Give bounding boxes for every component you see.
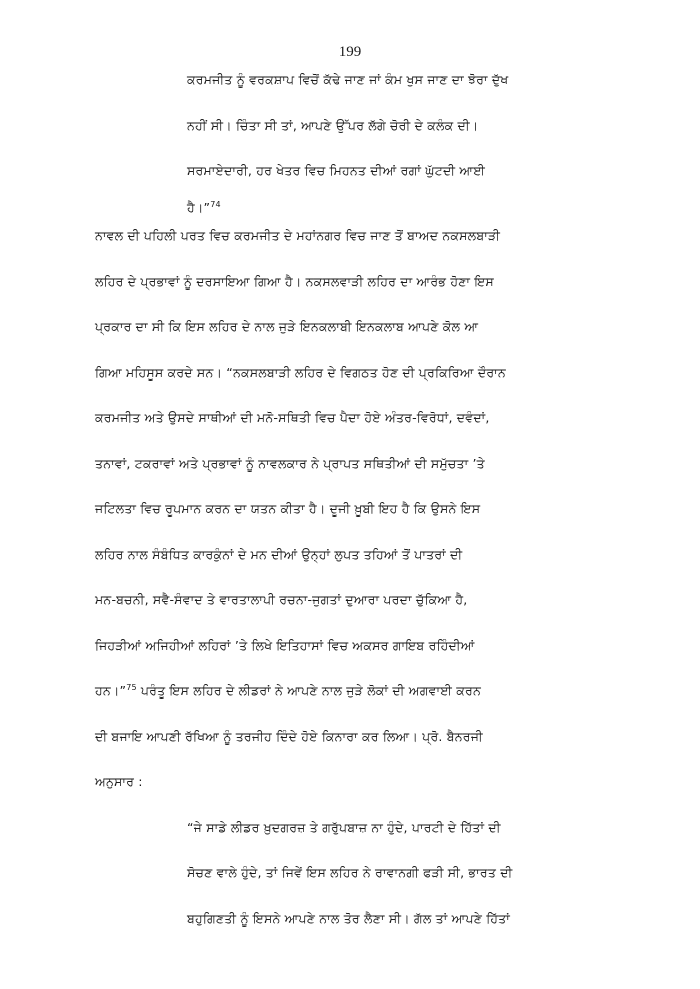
paragraph-line: ਅਨੁਸਾਰ :: [95, 774, 143, 789]
paragraph-line: ਮਨ-ਬਚਨੀ, ਸਵੈ-ਸੰਵਾਦ ਤੇ ਵਾਰਤਾਲਾਪੀ ਰਚਨਾ-ਜੁਗਤਾਂ ਦੁਆਰਾ ਪਰਦਾ ਚੁੱਕਿਆ ਹੈ,: [95, 592, 468, 607]
paragraph-line: ਲਹਿਰ ਨਾਲ ਸੰਬੰਧਿਤ ਕਾਰਕੁੰਨਾਂ ਦੇ ਮਨ ਦੀਆਂ ਉਨ੍ਹਾਂ ਲੁਪਤ ਤਹਿਆਂ ਤੋਂ ਪਾਤਰਾਂ ਦੀ: [95, 547, 463, 562]
paragraph-line: ਦੀ ਬਜਾਇ ਆਪਣੀ ਰੱਖਿਆ ਨੂੰ ਤਰਜੀਹ ਦਿੰਦੇ ਹੋਏ ਕਿਨਾਰਾ ਕਰ ਲਿਆ। ਪ੍ਰੋ. ਬੈਨਰਜੀ: [95, 729, 483, 744]
paragraph-line: ਪ੍ਰਕਾਰ ਦਾ ਸੀ ਕਿ ਇਸ ਲਹਿਰ ਦੇ ਨਾਲ ਜੁੜੇ ਇਨਕਲਾਬੀ ਇਨਕਲਾਬ ਆਪਣੇ ਕੋਲ ਆ: [95, 319, 479, 334]
quote-line: ਬਹੁਗਿਣਤੀ ਨੂੰ ਇਸਨੇ ਆਪਣੇ ਨਾਲ ਤੋਰ ਲੈਣਾ ਸੀ। ਗੱਲ ਤਾਂ ਆਪਣੇ ਹਿੱਤਾਂ: [187, 911, 510, 926]
footnote-ref: 75: [126, 682, 137, 692]
paragraph-text: ਹਨ।”: [95, 683, 127, 698]
footnote-ref: 74: [210, 199, 221, 209]
paragraph-text: ਪਰੰਤੂ ਇਸ ਲਹਿਰ ਦੇ ਲੀਡਰਾਂ ਨੇ ਆਪਣੇ ਨਾਲ ਜੁੜੇ ਲੋਕਾਂ ਦੀ ਅਗਵਾਈ ਕਰਨ: [136, 683, 481, 698]
quote-line-last: [187, 200, 221, 216]
quote-line: ਸੋਚਣ ਵਾਲੇ ਹੁੰਦੇ, ਤਾਂ ਜਿਵੇਂ ਇਸ ਲਹਿਰ ਨੇ ਰਾਵਾਨਗੀ ਫੜੀ ਸੀ, ਭਾਰਤ ਦੀ: [187, 865, 513, 880]
page-number: 199: [338, 44, 362, 60]
paragraph-line: ਤਨਾਵਾਂ, ਟਕਰਾਵਾਂ ਅਤੇ ਪ੍ਰਭਾਵਾਂ ਨੂੰ ਨਾਵਲਕਾਰ ਨੇ ਪ੍ਰਾਪਤ ਸਥਿਤੀਆਂ ਦੀ ਸਮੁੱਚਤਾ ’ਤੇ: [95, 456, 485, 471]
quote-text: ਹੈ।”: [187, 200, 211, 215]
paragraph-line: ਲਹਿਰ ਦੇ ਪ੍ਰਭਾਵਾਂ ਨੂੰ ਦਰਸਾਇਆ ਗਿਆ ਹੈ। ਨਕਸਲਵਾੜੀ ਲਹਿਰ ਦਾ ਆਰੰਭ ਹੋਣਾ ਇਸ: [95, 274, 494, 289]
paragraph-line: ਜਿਹੜੀਆਂ ਅਜਿਹੀਆਂ ਲਹਿਰਾਂ ’ਤੇ ਲਿਖੇ ਇਤਿਹਾਸਾਂ ਵਿਚ ਅਕਸਰ ਗਾਇਬ ਰਹਿੰਦੀਆਂ: [95, 638, 475, 653]
paragraph-line: [95, 683, 481, 699]
quote-line: ਨਹੀਂ ਸੀ। ਚਿੰਤਾ ਸੀ ਤਾਂ, ਆਪਣੇ ਉੱਪਰ ਲੱਗੇ ਚੋਰੀ ਦੇ ਕਲੰਕ ਦੀ।: [187, 118, 479, 133]
paragraph-line: ਨਾਵਲ ਦੀ ਪਹਿਲੀ ਪਰਤ ਵਿਚ ਕਰਮਜੀਤ ਦੇ ਮਹਾਂਨਗਰ ਵਿਚ ਜਾਣ ਤੋਂ ਬਾਅਦ ਨਕਸਲਬਾੜੀ: [95, 228, 501, 243]
quote-line: “ਜੇ ਸਾਡੇ ਲੀਡਰ ਖ਼ੁਦਗਰਜ਼ ਤੇ ਗਰੁੱਪਬਾਜ਼ ਨਾ ਹੁੰਦੇ, ਪਾਰਟੀ ਦੇ ਹਿੱਤਾਂ ਦੀ: [187, 820, 501, 835]
quote-line: ਕਰਮਜੀਤ ਨੂੰ ਵਰਕਸ਼ਾਪ ਵਿਚੋਂ ਕੱਢੇ ਜਾਣ ਜਾਂ ਕੰਮ ਖੁਸ ਜਾਣ ਦਾ ਝੋਰਾ ਦੁੱਖ: [187, 72, 509, 87]
quote-line: ਸਰਮਾਏਦਾਰੀ, ਹਰ ਖੇਤਰ ਵਿਚ ਮਿਹਨਤ ਦੀਆਂ ਰਗਾਂ ਘੁੱਟਦੀ ਆਈ: [187, 163, 486, 178]
paragraph-line: ਜਟਿਲਤਾ ਵਿਚ ਰੂਪਮਾਨ ਕਰਨ ਦਾ ਯਤਨ ਕੀਤਾ ਹੈ। ਦੂਜੀ ਖ਼ੂਬੀ ਇਹ ਹੈ ਕਿ ਉਸਨੇ ਇਸ: [95, 501, 481, 516]
paragraph-line: ਕਰਮਜੀਤ ਅਤੇ ਉਸਦੇ ਸਾਥੀਆਂ ਦੀ ਮਨੋ-ਸਥਿਤੀ ਵਿਚ ਪੈਦਾ ਹੋਏ ਅੰਤਰ-ਵਿਰੋਧਾਂ, ਦਵੰਦਾਂ,: [95, 410, 490, 425]
paragraph-line: ਗਿਆ ਮਹਿਸੂਸ ਕਰਦੇ ਸਨ। “ਨਕਸਲਬਾੜੀ ਲਹਿਰ ਦੇ ਵਿਗਠਤ ਹੋਣ ਦੀ ਪ੍ਰਕਿਰਿਆ ਦੌਰਾਨ: [95, 365, 506, 380]
